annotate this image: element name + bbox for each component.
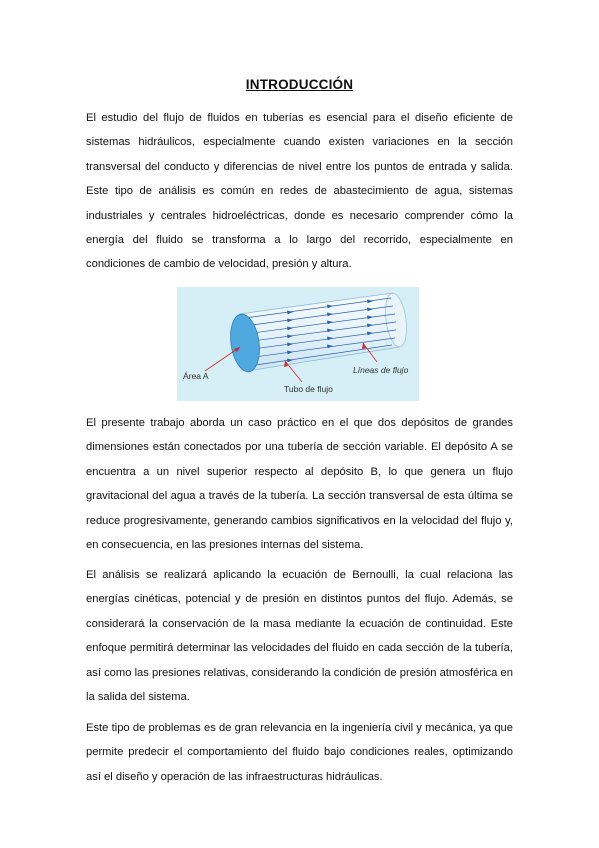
- paragraph-2: El presente trabajo aborda un caso práctico en el que dos depósitos de grandes dimensiones están conectados por una tubería de sección variable. El depósito A se encuentra a un nivel superior respecto al depósito B, lo que genera un flujo gravitacional del agua a través de la tubería. La sección transversal de esta última se reduce progresivamente, generando cambios significativos en la velocidad del flujo y, en consecuencia, en las presiones internas del sistema.: [86, 417, 513, 552]
- flow-tube-figure: [177, 287, 419, 401]
- flow-tube-diagram: [177, 287, 419, 401]
- paragraph-1: El estudio del flujo de fluidos en tuberías es esencial para el diseño eficiente de sistemas hidráulicos, especialmente cuando existen variaciones en la sección transversal del conducto y diferencias de nivel entre los puntos de entrada y salida. Este tipo de análisis es común en redes de abastecimiento de agua, sistemas industriales y centrales hidroeléctricas, donde es necesario comprender cómo la energía del fluido se transforma a lo largo del recorrido, especialmente en condiciones de cambio de velocidad, presión y altura.: [86, 112, 513, 271]
- label-flow-lines: Líneas de flujo: [353, 365, 409, 375]
- document-title: INTRODUCCIÓN: [245, 77, 354, 92]
- label-flow-tube: Tubo de flujo: [284, 384, 333, 394]
- label-area-a: Área A: [183, 371, 209, 381]
- paragraph-4: Este tipo de problemas es de gran relevancia en la ingeniería civil y mecánica, ya que permite predecir el comportamiento del fluido bajo condiciones reales, optimizando así el diseño y operación de las infraestructuras hidráulicas.: [86, 722, 513, 783]
- paragraph-3: El análisis se realizará aplicando la ecuación de Bernoulli, la cual relaciona las energías cinéticas, potencial y de presión en distintos puntos del flujo. Además, se considerará la conservación de la masa mediante la ecuación de continuidad. Este enfoque permitirá determinar las velocidades del fluido en cada sección de la tubería, así como las presiones relativas, considerando la condición de presión atmosférica en la salida del sistema.: [86, 569, 513, 704]
